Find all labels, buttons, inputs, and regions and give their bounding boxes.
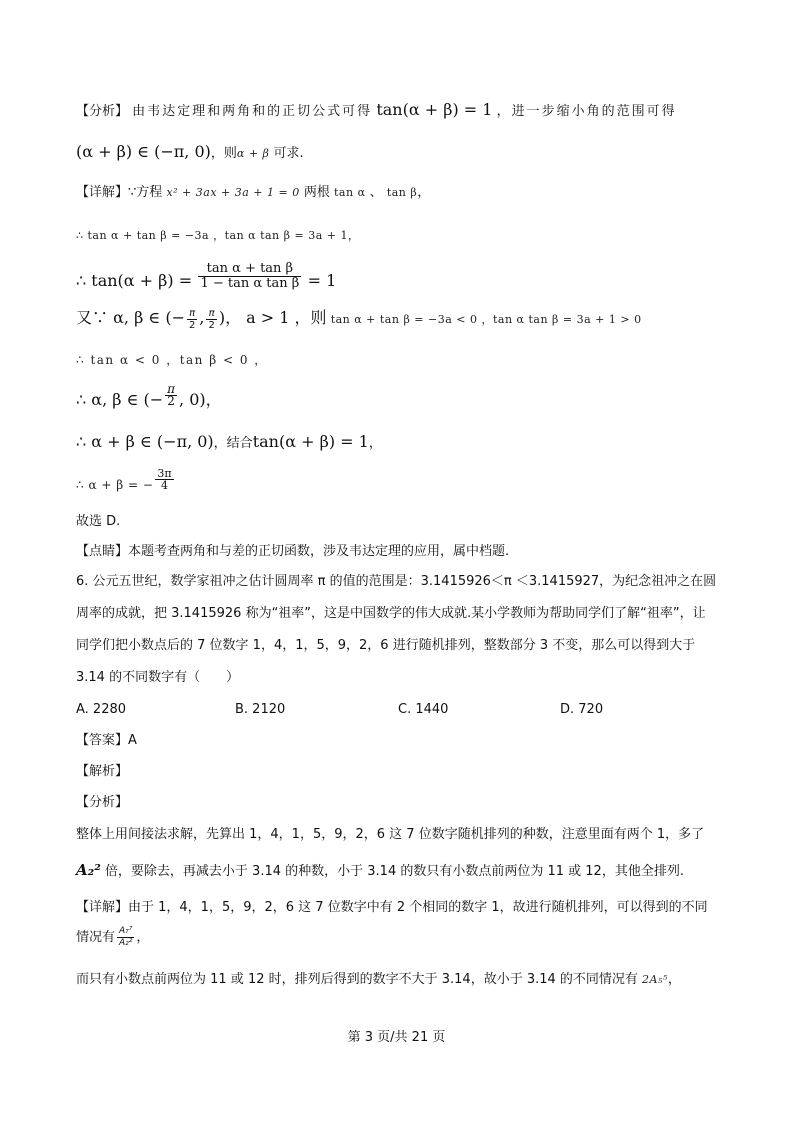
fraction-denominator: 1 − tan α tan β	[200, 276, 300, 291]
detail-text: 、	[369, 185, 383, 200]
pi-over-2-fraction	[206, 308, 216, 331]
fraction-numerator: tan α + tan β	[198, 262, 301, 277]
option-c: C. 1440	[398, 702, 449, 717]
detail-text: ，	[368, 436, 382, 451]
fenxi-tag: 【分析】	[76, 795, 129, 810]
angle-range-start: 又∵ α, β ∈ (−	[76, 308, 185, 327]
comment-line: 【点睛】本题考查两角和与差的正切函数，涉及韦达定理的应用，属中档题.	[76, 544, 510, 559]
detail-text: 情况有	[76, 930, 116, 945]
fraction-numerator: π	[167, 382, 176, 396]
q6-analysis-line-1: 整体上用间接法求解，先算出 1，4，1，5，9，2，6 这 7 位数字随机排列的种数，注意里面有两个 1，多了	[76, 827, 705, 842]
jiexi-tag: 【解析】	[76, 764, 129, 779]
detail-line-6	[76, 380, 753, 420]
fraction-numerator: 3π	[157, 467, 172, 480]
permutation-count: 2A₅⁵	[642, 973, 668, 986]
permutation-symbol: A₂²	[76, 861, 101, 879]
detail-text: ∵方程	[128, 185, 163, 200]
formula-alpha-beta: α + β	[236, 147, 270, 160]
angle-range: ∴ α, β ∈ (−	[76, 390, 164, 409]
analysis-line-1	[76, 100, 753, 122]
permutation-fraction	[117, 926, 134, 949]
option-d: D. 720	[560, 702, 604, 717]
detail-text: ，结合	[213, 436, 253, 451]
fraction-numerator: π	[187, 308, 197, 320]
q6-line-2: 周率的成就，把 3.1415926 称为“祖率”，这是中国数学的伟大成就.某小学教师为帮助同学们了解“祖率”，让	[76, 606, 706, 621]
condition-text: )， a > 1 ，则	[218, 308, 327, 327]
analysis-text-d: 可求.	[273, 146, 304, 161]
q6-line-4: 3.14 的不同数字有（ ）	[76, 670, 240, 685]
detail-line-3	[76, 258, 753, 298]
fraction-denominator: 4	[161, 479, 169, 492]
answer-line	[76, 731, 753, 751]
detail-line-1	[76, 183, 753, 203]
detail-line-2: ∴ tan α + tan β = −3a ，tan α tan β = 3a + 1，	[76, 229, 360, 242]
three-pi-over-4-fraction	[155, 468, 173, 491]
answer-tag: 【答案】	[76, 733, 129, 748]
analysis-text-b: ，进一步缩小角的范围可得	[496, 104, 677, 119]
analysis-text: 倍，要除去，再减去小于 3.14 的种数，小于 3.14 的数只有小数点前两位为 11 或 12，其他全排列.	[104, 864, 684, 879]
sum-range: ∴ α + β ∈ (−π, 0)	[76, 432, 214, 451]
analysis-tag: 【分析】	[76, 104, 129, 119]
equation: x² + 3ax + 3a + 1 = 0	[166, 186, 300, 199]
analysis-text-c: ，则	[210, 146, 237, 161]
fraction-denominator: A₂²	[119, 938, 133, 948]
formula-tan-sum: tan(α + β) = 1	[376, 100, 493, 119]
choice-line: 故选 D.	[76, 514, 121, 529]
q6-analysis-line-2	[76, 860, 753, 882]
q6-options	[76, 700, 753, 720]
analysis-text-a: 由韦达定理和两角和的正切公式可得	[132, 104, 373, 119]
detail-text: 两根	[303, 185, 330, 200]
fraction-numerator: A₇⁷	[119, 926, 133, 936]
q6-line-3: 同学们把小数点后的 7 位数字 1，4，1，5，9，2，6 进行随机排列，整数部分 3 不变，那么可以得到大于	[76, 638, 696, 653]
fraction-denominator: 2	[167, 394, 175, 408]
fraction-denominator: 2	[188, 320, 196, 331]
comma: ,	[199, 308, 205, 327]
page-footer: 第 3 页/共 21 页	[347, 1030, 446, 1045]
tan-beta: tan β	[386, 186, 418, 199]
q6-detail-line-2	[76, 926, 753, 960]
tan-sum-fraction	[198, 262, 301, 291]
detail-line-5: ∴ tan α < 0 ，tan β < 0 ，	[76, 353, 268, 367]
fraction-denominator: 2	[208, 320, 215, 331]
answer-value: A	[128, 733, 137, 748]
formula-range: (α + β) ∈ (−π, 0)	[76, 142, 211, 161]
sign-conditions: tan α + tan β = −3a < 0 ，tan α tan β = 3a + 1 > 0	[330, 313, 642, 326]
detail-tag: 【详解】	[76, 185, 129, 200]
angle-range-end: , 0)，	[179, 390, 222, 409]
detail-line-7	[76, 432, 753, 454]
detail-text: 而只有小数点前两位为 11 或 12 时，排列后得到的数字不大于 3.14，故小于 3.14 的不同情况有	[76, 972, 638, 987]
option-b: B. 2120	[235, 702, 286, 717]
fraction-numerator: π	[206, 308, 216, 320]
q6-line-1: 6. 公元五世纪，数学家祖冲之估计圆周率 π 的值的范围是：3.1415926＜π ＜3.1415927，为纪念祖冲之在圆	[76, 574, 717, 589]
detail-text: ，	[667, 972, 681, 987]
detail-text: ，	[417, 185, 431, 200]
tan-sum-lhs: ∴ tan(α + β) =	[76, 271, 193, 290]
analysis-line-2	[76, 142, 753, 164]
pi-over-2-fraction	[187, 308, 197, 331]
detail-line-8	[76, 464, 753, 504]
q6-detail-line-1: 【详解】由于 1，4，1，5，9，2，6 这 7 位数字中有 2 个相同的数字 1，故进行随机排列，可以得到的不同	[76, 900, 708, 915]
sum-result: ∴ α + β = −	[76, 478, 154, 492]
tan-sum-rhs: = 1	[307, 271, 337, 290]
option-a: A. 2280	[76, 702, 127, 717]
detail-line-4	[76, 308, 753, 342]
pi-over-2-fraction	[165, 384, 177, 407]
q6-detail-line-3	[76, 970, 753, 990]
tan-alpha: tan α	[334, 186, 366, 199]
detail-text: ，	[136, 930, 150, 945]
tan-sum-equation: tan(α + β) = 1	[252, 432, 369, 451]
